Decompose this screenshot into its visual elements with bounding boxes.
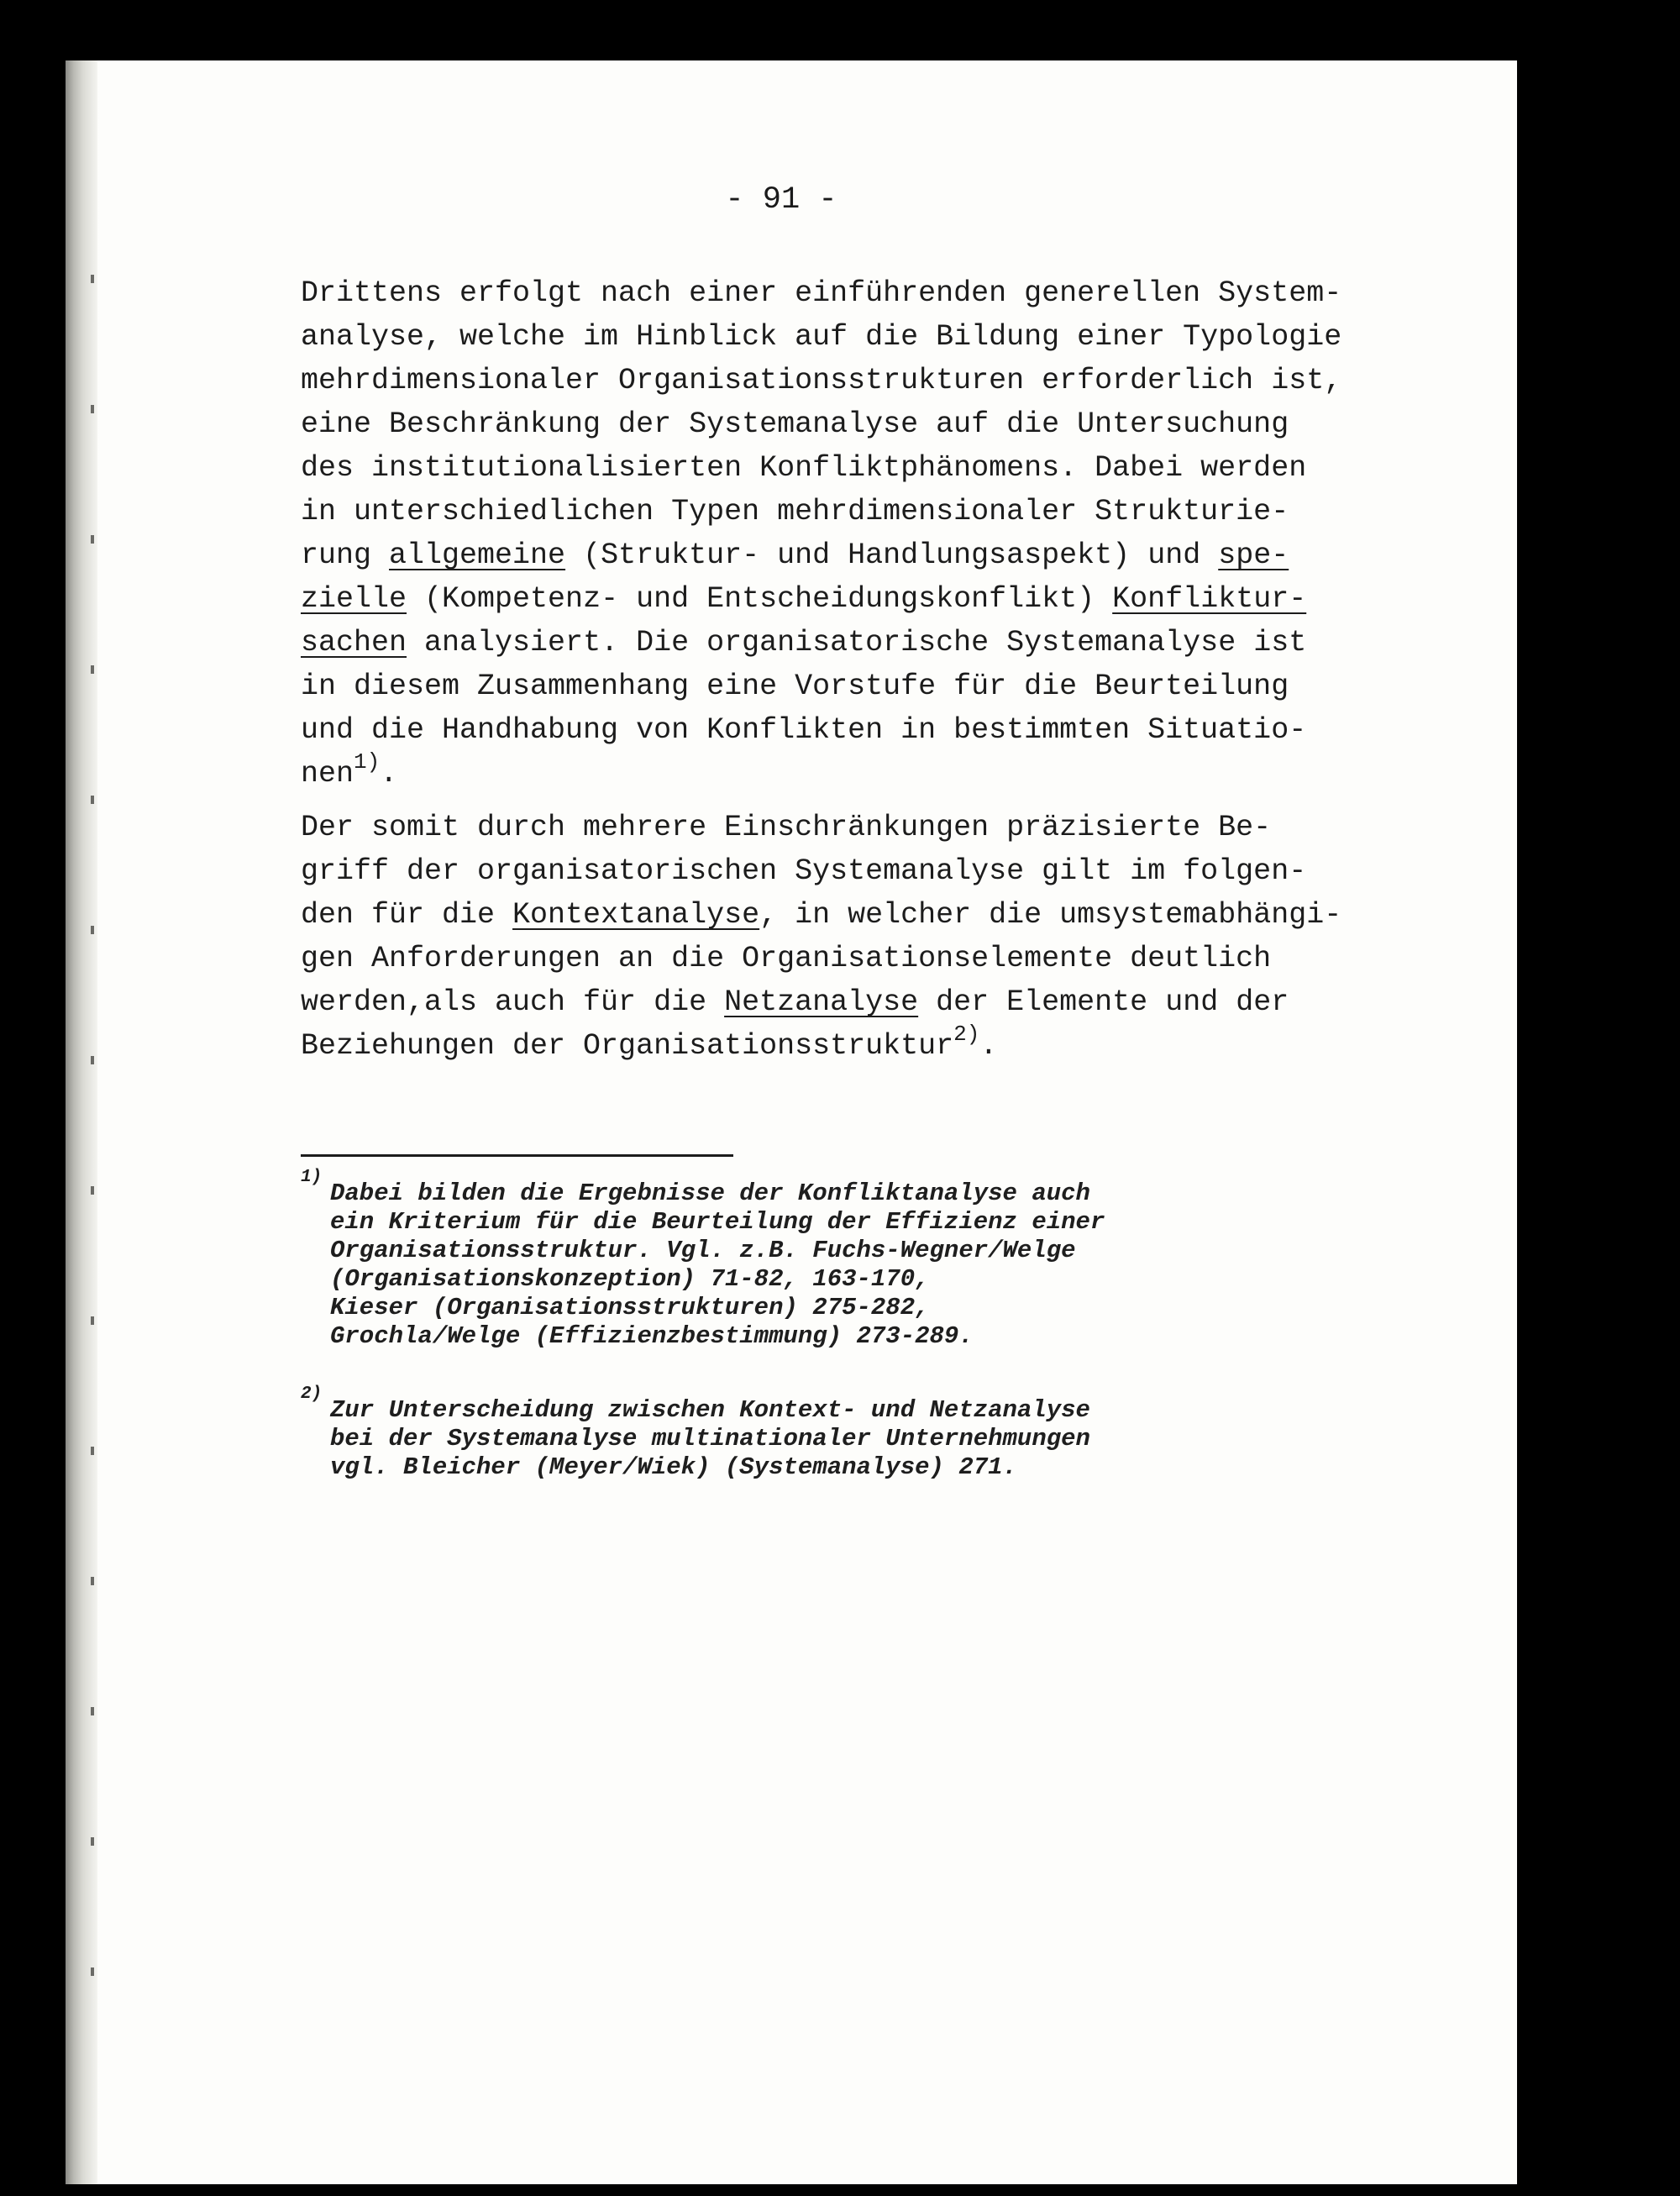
text-line xyxy=(301,1022,998,1067)
text-span: . xyxy=(380,757,398,791)
binding-mark xyxy=(91,1447,94,1455)
binding-mark xyxy=(91,1837,94,1846)
text-line: mehrdimensionaler Organisationsstrukturen erforderlich ist, xyxy=(301,364,1342,397)
binding-mark xyxy=(91,796,94,804)
text-line xyxy=(301,894,1341,936)
binding-mark xyxy=(91,405,94,413)
footnote-line: Zur Unterscheidung zwischen Kontext- und Netzanalyse xyxy=(330,1396,1090,1424)
text-line: und die Handhabung von Konflikten in bestimmten Situatio- xyxy=(301,713,1307,747)
underlined-term: spe- xyxy=(1218,538,1289,572)
underlined-term: sachen xyxy=(301,626,407,659)
text-line xyxy=(301,622,1306,664)
binding-mark xyxy=(91,535,94,544)
text-line: analyse, welche im Hinblick auf die Bildung einer Typologie xyxy=(301,320,1342,354)
document-page xyxy=(66,60,1517,2184)
underlined-term: allgemeine xyxy=(389,538,566,572)
text-line xyxy=(301,981,1289,1023)
text-line: griff der organisatorischen Systemanalyse gilt im folgen- xyxy=(301,854,1307,888)
page-number: - 91 - xyxy=(725,182,837,218)
footnote-line: Grochla/Welge (Effizienzbestimmung) 273-289. xyxy=(330,1322,974,1350)
text-line xyxy=(301,578,1306,620)
footnote-reference: 1) xyxy=(354,749,381,775)
text-span: Beziehungen der Organisationsstruktur xyxy=(301,1029,954,1063)
text-span: der Elemente und der xyxy=(918,985,1289,1019)
text-line: eine Beschränkung der Systemanalyse auf die Untersuchung xyxy=(301,407,1289,441)
footnote-line: ein Kriterium für die Beurteilung der Effizienz einer xyxy=(330,1208,1105,1236)
footnote-line: Organisationsstruktur. Vgl. z.B. Fuchs-Wegner/Welge xyxy=(330,1237,1076,1264)
footnote-mark: 1) xyxy=(301,1168,323,1187)
text-line xyxy=(301,534,1289,576)
text-span: analysiert. Die organisatorische Systemanalyse ist xyxy=(407,626,1307,659)
text-line xyxy=(301,749,398,795)
text-line: Drittens erfolgt nach einer einführenden generellen System- xyxy=(301,276,1342,310)
binding-mark xyxy=(91,1707,94,1715)
footnote-line: bei der Systemanalyse multinationaler Unternehmungen xyxy=(330,1425,1090,1453)
binding-mark xyxy=(91,926,94,934)
footnote-mark: 2) xyxy=(301,1384,323,1404)
footnote-line: Kieser (Organisationsstrukturen) 275-282, xyxy=(330,1294,930,1321)
footnote-reference: 2) xyxy=(953,1022,980,1047)
binding-mark xyxy=(91,1967,94,1976)
footnote-line: Dabei bilden die Ergebnisse der Konfliktanalyse auch xyxy=(330,1179,1090,1207)
binding-mark xyxy=(91,275,94,283)
text-span: werden,als auch für die xyxy=(301,985,725,1019)
binding-mark xyxy=(91,665,94,674)
footnote-line: vgl. Bleicher (Meyer/Wiek) (Systemanalyse) 271. xyxy=(330,1453,1017,1481)
binding-edge xyxy=(66,60,97,2184)
text-span: rung xyxy=(301,538,390,572)
text-span: , in welcher die umsystemabhängi- xyxy=(759,898,1342,932)
footnote-line: (Organisationskonzeption) 71-82, 163-170, xyxy=(330,1265,930,1293)
underlined-term: Konfliktur- xyxy=(1112,582,1307,616)
underlined-term: zielle xyxy=(301,582,407,616)
text-line: des institutionalisierten Konfliktphänomens. Dabei werden xyxy=(301,451,1307,485)
text-span: (Kompetenz- und Entscheidungskonflikt) xyxy=(407,582,1113,616)
text-span: . xyxy=(979,1029,998,1063)
text-line: Der somit durch mehrere Einschränkungen präzisierte Be- xyxy=(301,811,1272,844)
binding-mark xyxy=(91,1056,94,1064)
binding-mark xyxy=(91,1186,94,1195)
text-span: nen xyxy=(301,757,354,791)
text-line: gen Anforderungen an die Organisationselemente deutlich xyxy=(301,942,1272,975)
text-span: (Struktur- und Handlungsaspekt) und xyxy=(565,538,1219,572)
binding-mark xyxy=(91,1316,94,1325)
text-span: den für die xyxy=(301,898,513,932)
underlined-term: Kontextanalyse xyxy=(512,898,760,932)
text-line: in diesem Zusammenhang eine Vorstufe für die Beurteilung xyxy=(301,670,1289,703)
binding-mark xyxy=(91,1577,94,1585)
footnote-separator xyxy=(301,1154,733,1157)
text-line: in unterschiedlichen Typen mehrdimensionaler Strukturie- xyxy=(301,495,1289,528)
underlined-term: Netzanalyse xyxy=(724,985,919,1019)
